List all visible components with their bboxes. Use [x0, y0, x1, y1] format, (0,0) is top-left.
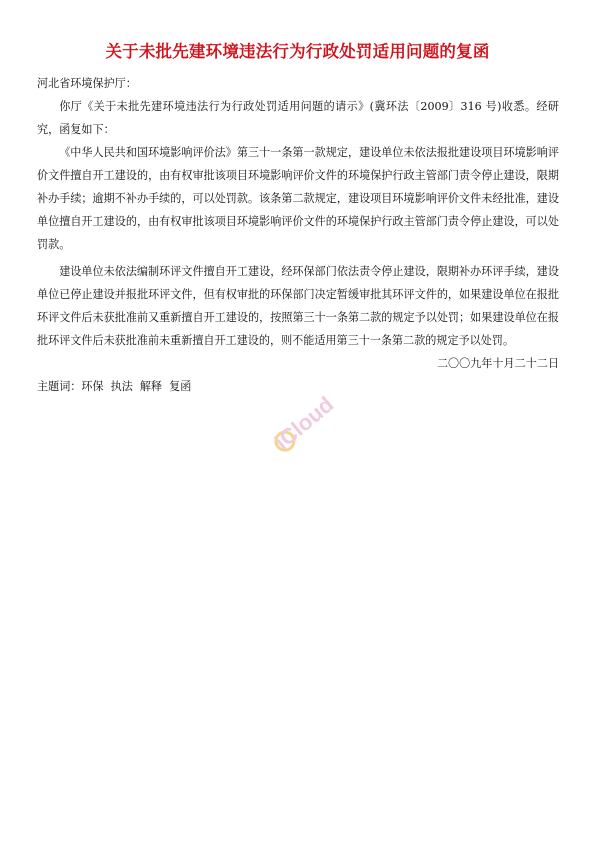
watermark-logo-text: iCloud [269, 391, 339, 455]
paragraph-intro: 你厅《关于未批先建环境违法行为行政处罚适用问题的请示》(冀环法〔2009〕316 号)收悉。经研究，函复如下： [37, 100, 559, 136]
document-title: 关于未批先建环境违法行为行政处罚适用问题的复函 [105, 42, 490, 61]
document-body [37, 72, 559, 398]
document-date: 二〇〇九年十月二十二日 [436, 357, 559, 370]
salutation: 河北省环境保护厅： [37, 77, 137, 90]
watermark-logo [250, 378, 360, 468]
paragraph-ruling: 建设单位未依法编制环评文件擅自开工建设，经环保部门依法责令停止建设，限期补办环评手续，建设单位已停止建设并报批环评文件，但有权审批的环保部门决定暂缓审批其环评文件的，如果建设单位在报批环评文件后未获批准前又重新擅自开工建设的，按照第三十一条第二款的规定予以处罚；如果建设单位在报批环评文件后未获批准前未重新擅自开工建设的，则不能适用第三十一条第二款的规定予以处罚。 [37, 265, 559, 347]
subject-keywords: 主题词：环保 执法 解释 复函 [37, 380, 192, 393]
paragraph-legal-basis: 《中华人民共和国环境影响评价法》第三十一条第一款规定，建设单位未依法报批建设项目环境影响评价文件擅自开工建设的，由有权审批该项目环境影响评价文件的环境保护行政主管部门责令停止建设，限期补办手续；逾期不补办手续的，可以处罚款。该条第二款规定，建设项目环境影响评价文件未经批准，建设单位擅自开工建设的，由有权审批该项目环境影响评价文件的环境保护行政主管部门责令停止建设，可以处罚款。 [37, 146, 559, 251]
